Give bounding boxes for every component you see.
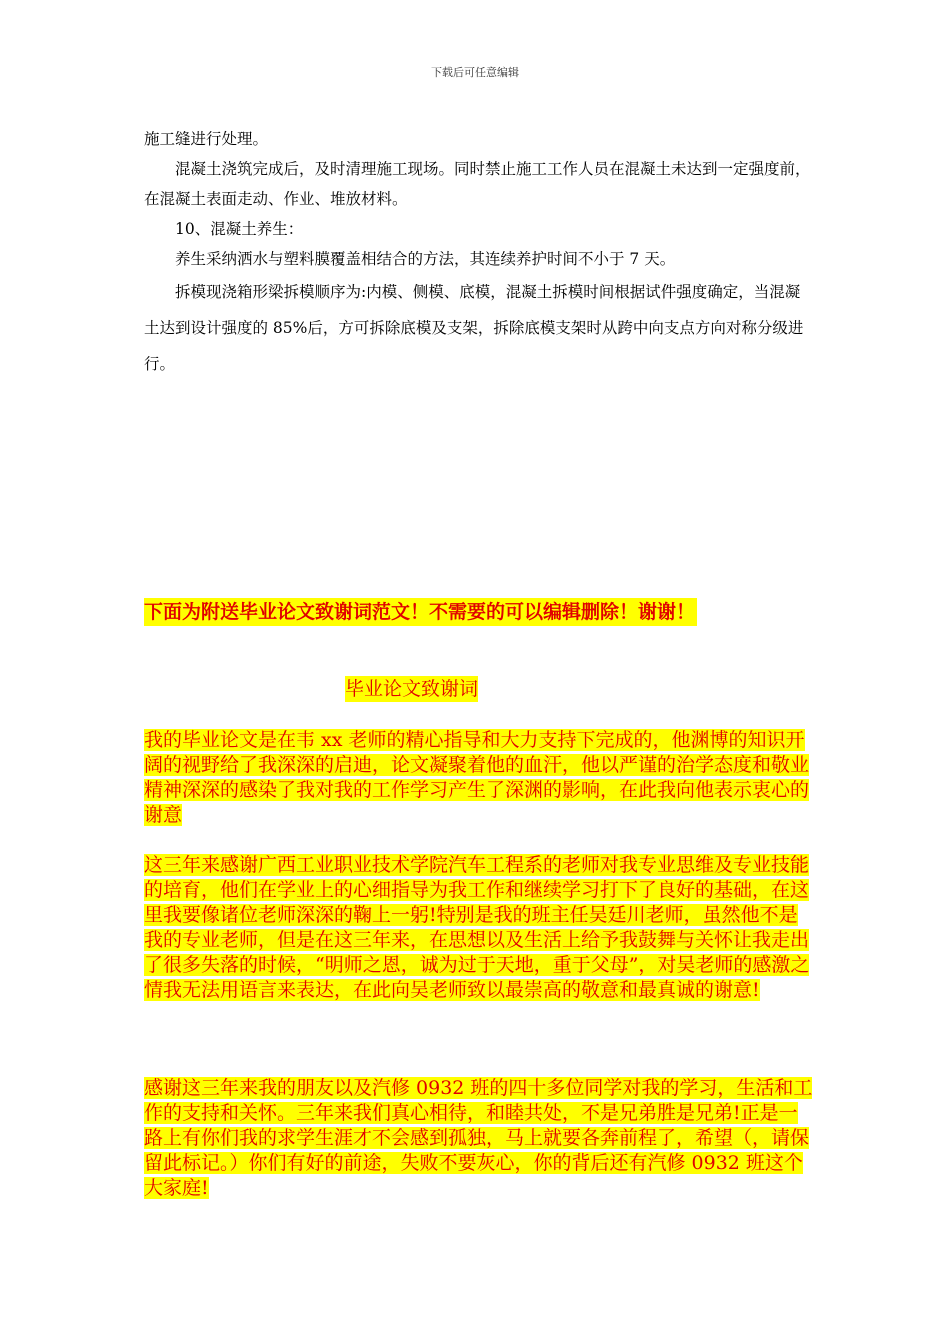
body-paragraph-5: 拆模现浇箱形梁拆模顺序为:内模、侧模、底模，混凝土拆模时间根据试件强度确定，当混凝土达到设计强度的 85%后，方可拆除底模及支架，拆除底模支架时从跨中向支点方向对称分级进行。 (144, 283, 804, 373)
body-paragraph-3: 10、混凝土养生： (175, 220, 304, 238)
acknowledgement-paragraph-1-text: 我的毕业论文是在韦 xx 老师的精心指导和大力支持下完成的，他渊博的知识开阔的视野给了我深深的启迪，论文凝聚着他的血汗，他以严谨的治学态度和敬业精神深深的感染了我对我的工作学习产生了深渊的影响，在此我向他表示衷心的谢意 (144, 729, 810, 826)
acknowledgement-title: 毕业论文致谢词 (345, 678, 479, 700)
acknowledgement-paragraph-1 (144, 728, 814, 828)
acknowledgement-paragraph-3 (144, 1076, 814, 1201)
notice-banner: 下面为附送毕业论文致谢词范文！不需要的可以编辑删除！谢谢！ (144, 598, 697, 626)
body-paragraph-1: 施工缝进行处理。 (144, 130, 269, 148)
acknowledgement-paragraph-2 (144, 853, 814, 1003)
acknowledgement-paragraph-2-text: 这三年来感谢广西工业职业技术学院汽车工程系的老师对我专业思维及专业技能的培育，他们在学业上的心细指导为我工作和继续学习打下了良好的基础，在这里我要像诸位老师深深的鞠上一躬!特别是我的班主任吴廷川老师，虽然他不是我的专业老师，但是在这三年来，在思想以及生活上给予我鼓舞与关怀让我走出了很多失落的时候，“明师之恩，诚为过于天地，重于父母”，对吴老师的感激之情我无法用语言来表达，在此向吴老师致以最崇高的敬意和最真诚的谢意! (144, 854, 810, 1001)
body-paragraph-2: 混凝土浇筑完成后，及时清理施工现场。同时禁止施工工作人员在混凝土未达到一定强度前，在混凝土表面走动、作业、堆放材料。 (144, 160, 811, 208)
body-paragraph-4: 养生采纳洒水与塑料膜覆盖相结合的方法，其连续养护时间不小于 7 天。 (175, 250, 676, 268)
body-section (144, 124, 812, 382)
page-header: 下载后可任意编辑 (431, 66, 519, 79)
acknowledgement-paragraph-3-text: 感谢这三年来我的朋友以及汽修 0932 班的四十多位同学对我的学习，生活和工作的支持和关怀。三年来我们真心相待，和睦共处，不是兄弟胜是兄弟!正是一路上有你们我的求学生涯才不会感到孤独，马上就要各奔前程了，希望（，请保留此标记。）你们有好的前途，失败不要灰心，你的背后还有汽修 0932 班这个大家庭! (144, 1077, 813, 1199)
